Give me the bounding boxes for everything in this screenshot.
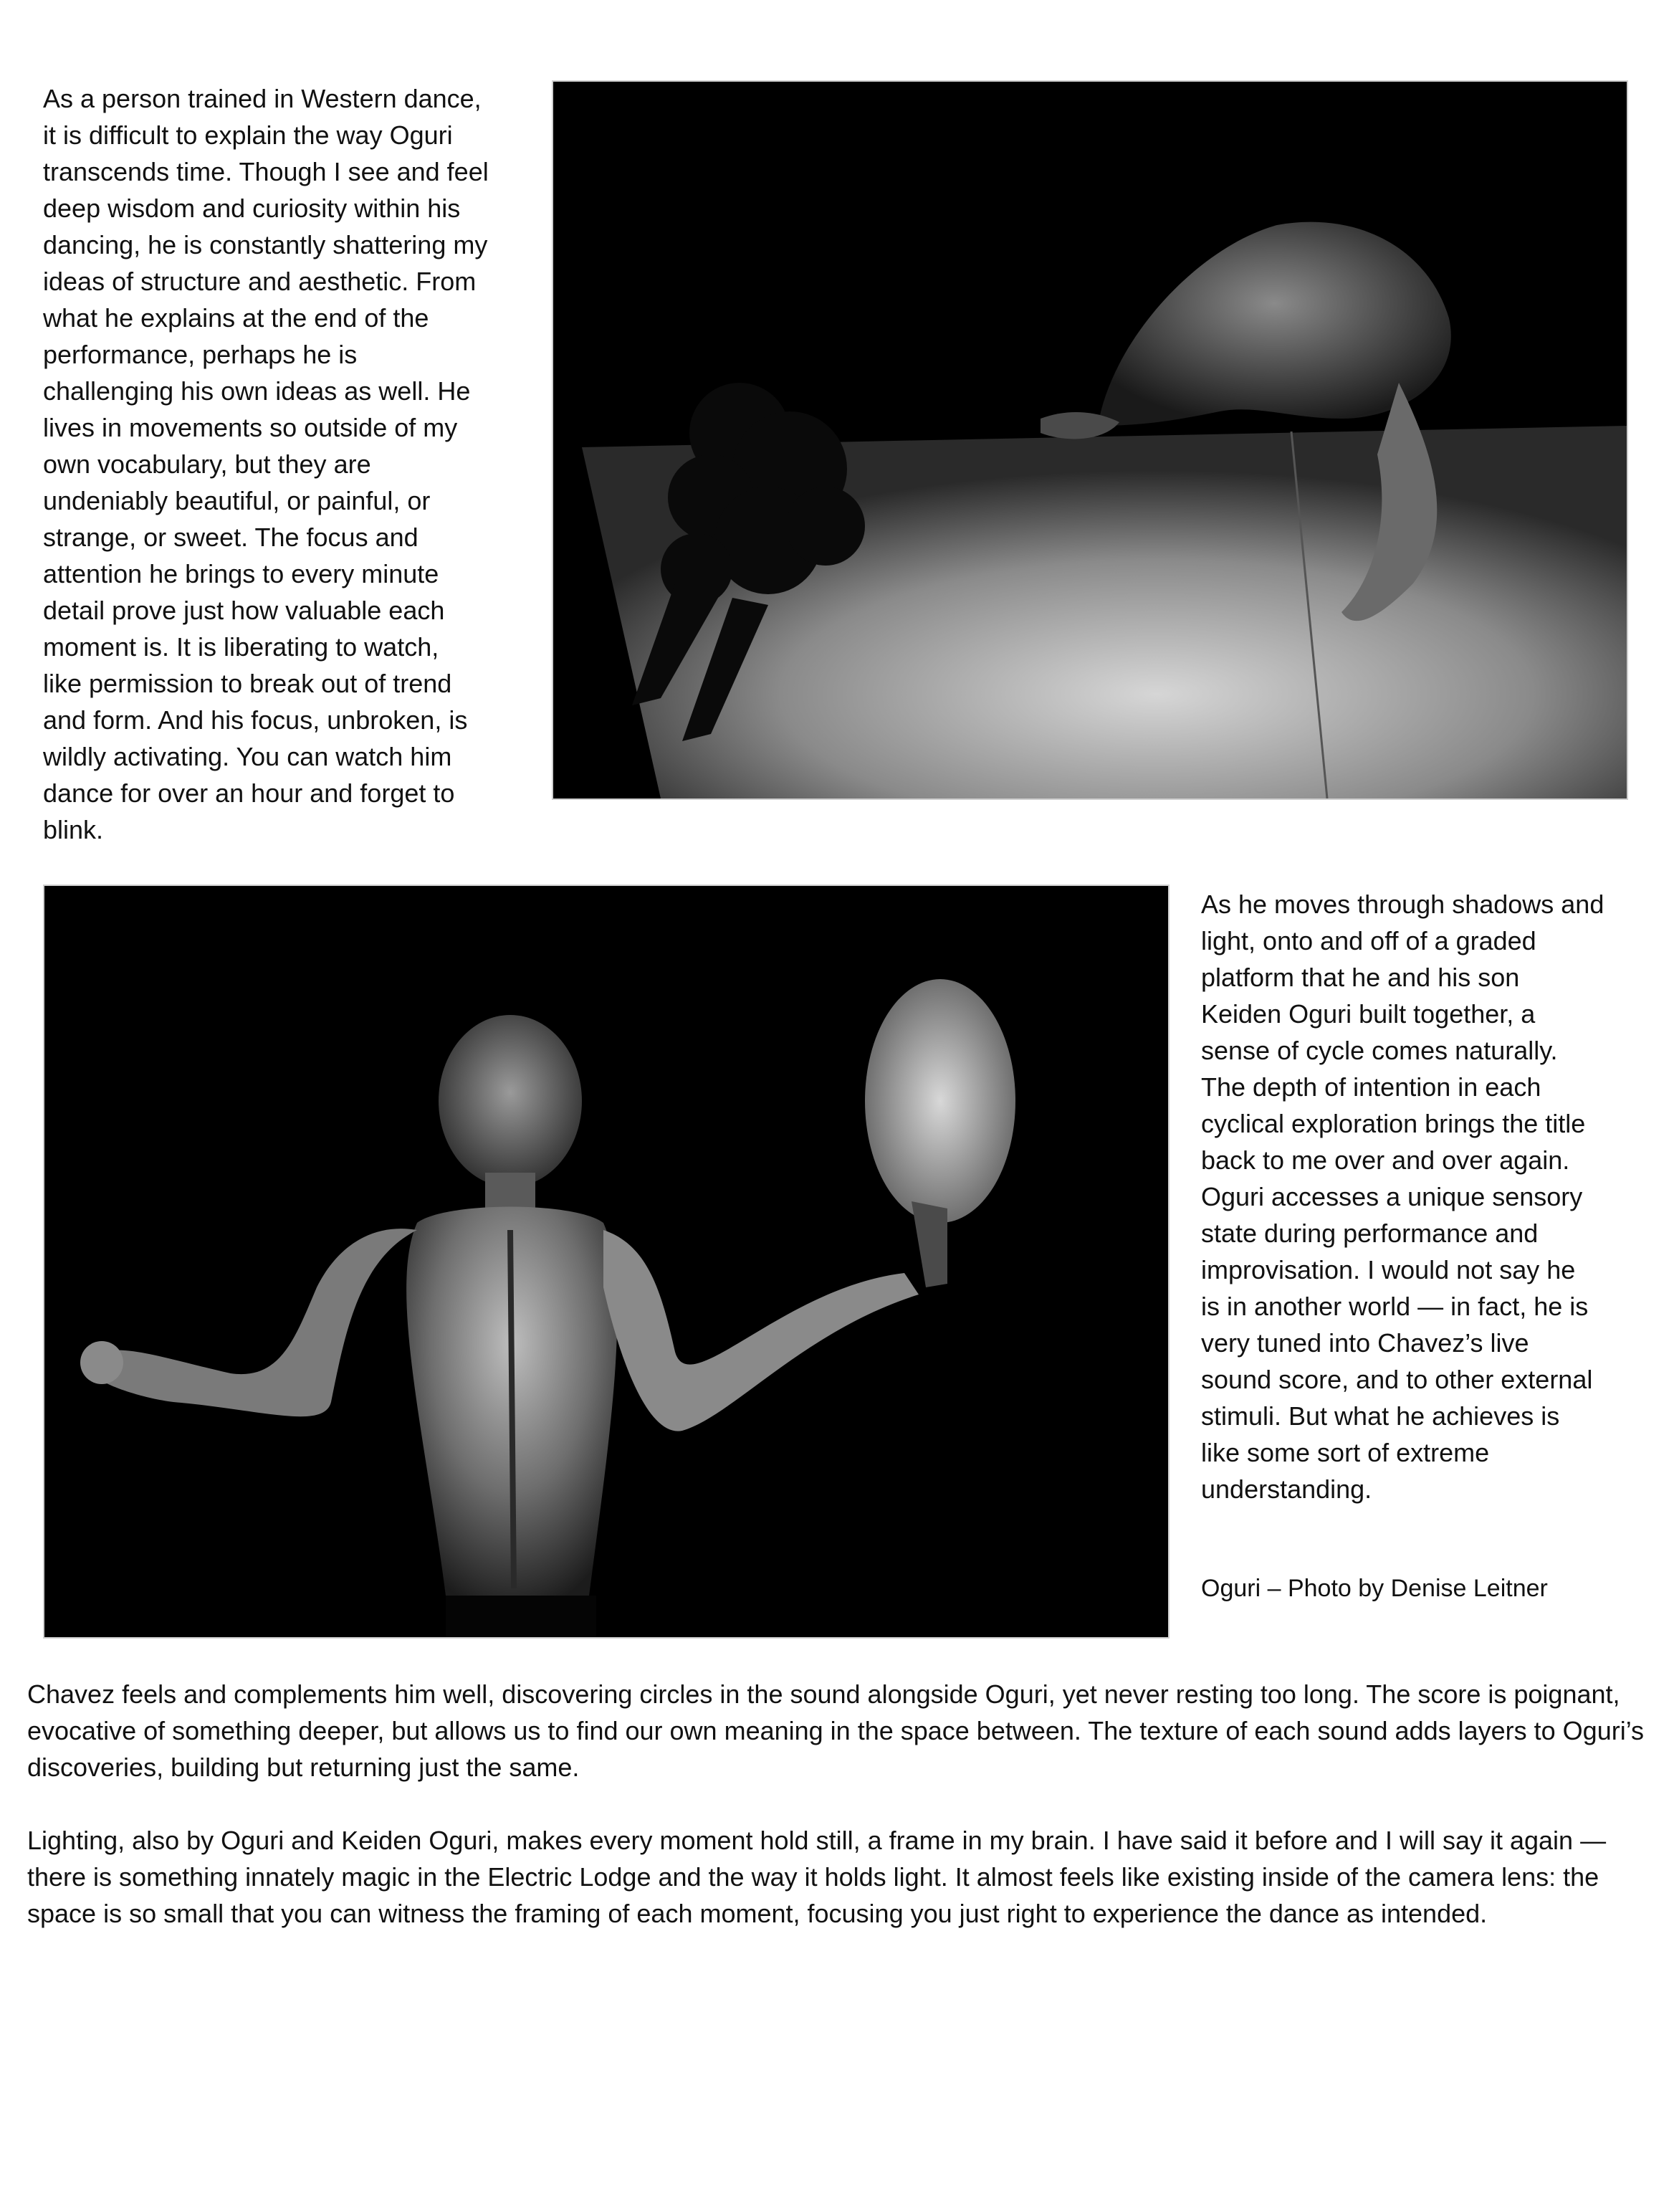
dancer-back-photo: [44, 886, 1168, 1637]
side-paragraph: As he moves through shadows and light, onto and off of a graded platform that he and his son Keiden Oguri built together, a sense of cycle comes naturally. The depth of intention in each cyclical exploration brings the title back to me over and over again. Oguri accesses a unique sensory state during performance and improvisation. I would not say he is in another world — in fact, he is very tuned into Chavez’s live sound score, and to other external stimuli. But what he achieves is like some sort of extreme understanding.: [1201, 890, 1604, 1504]
body-paragraph-2: Chavez feels and complements him well, discovering circles in the sound alongside Oguri, yet never resting too long. The score is poignant, evocative of something deeper, but allows us to find our own meaning in the space between. The texture of each sound adds layers to Oguri’s discoveries, building but returning just the same.: [27, 1679, 1645, 1782]
body-paragraph-3: Lighting, also by Oguri and Keiden Oguri, makes every moment hold still, a frame in my brain. I have said it before and I will say it again — there is something innately magic in the Electric Lodge and the way it holds light. It almost feels like existing inside of the camera lens: the space is so small that you can witness the framing of each moment, focusing you just right to experience the dance as intended.: [27, 1826, 1607, 1928]
photo-caption: Oguri – Photo by Denise Leitner: [1201, 1575, 1548, 1602]
dancer-platform-photo: [553, 82, 1627, 798]
intro-paragraph: As a person trained in Western dance, it is difficult to explain the way Oguri transcends time. Though I see and feel deep wisdom and curiosity within his dancing, he is constantly shattering my ideas of structure and aesthetic. From what he explains at the end of the performance, perhaps he is challenging his own ideas as well. He lives in movements so outside of my own vocabulary, but they are undeniably beautiful, or painful, or strange, or sweet. The focus and attention he brings to every minute detail prove just how valuable each moment is. It is liberating to watch, like permission to break out of trend and form. And his focus, unbroken, is wildly activating. You can watch him dance for over an hour and forget to blink.: [43, 84, 489, 844]
